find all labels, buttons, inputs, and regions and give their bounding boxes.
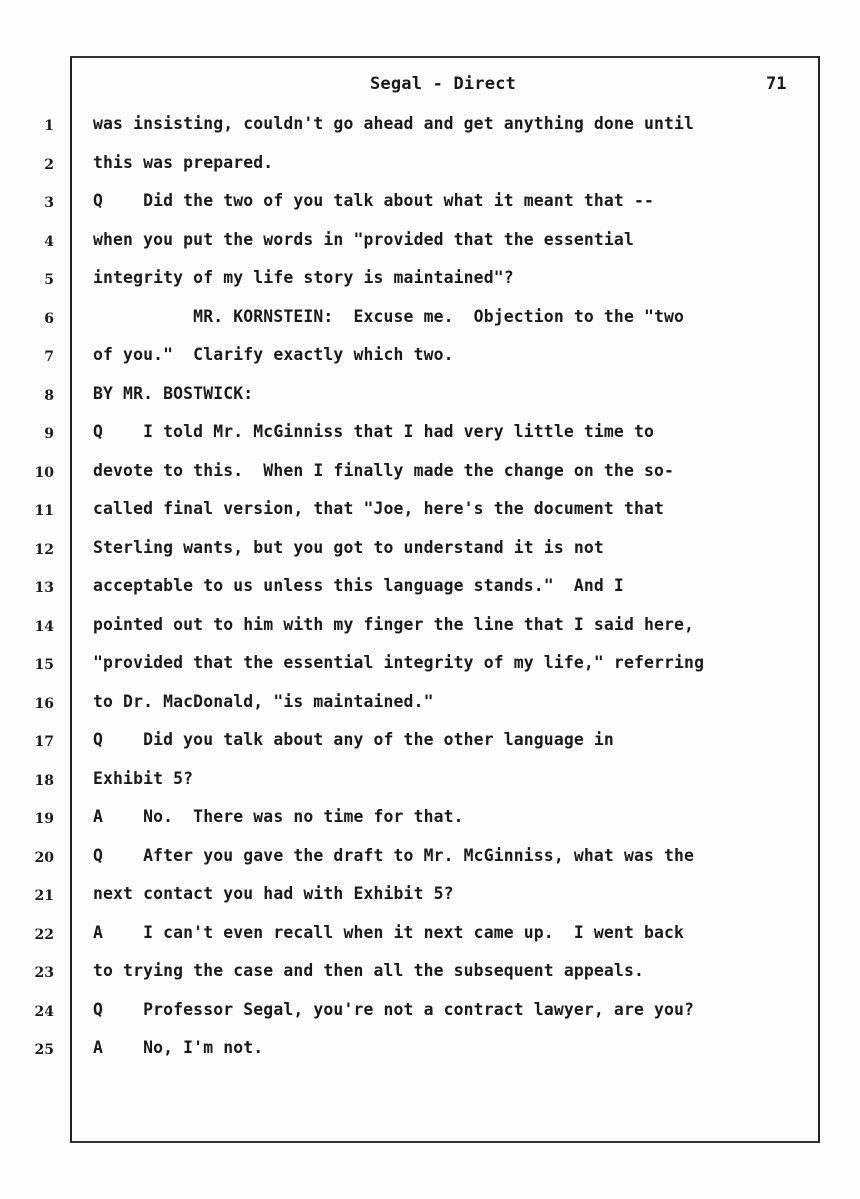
line-number: 18 xyxy=(34,772,54,789)
transcript-line xyxy=(0,807,860,837)
line-text: Q Did the two of you talk about what it meant that -- xyxy=(93,191,655,210)
transcript-line xyxy=(0,884,860,914)
line-text: A No, I'm not. xyxy=(93,1038,264,1057)
line-number: 16 xyxy=(34,695,54,712)
line-number: 2 xyxy=(44,156,54,173)
line-number: 5 xyxy=(44,272,54,288)
transcript-line xyxy=(0,846,860,876)
line-number: 7 xyxy=(44,349,54,365)
transcript-line xyxy=(0,114,860,144)
transcript-line xyxy=(0,1038,860,1068)
transcript-line xyxy=(0,461,860,491)
line-number: 6 xyxy=(44,310,54,327)
line-text: MR. KORNSTEIN: Excuse me. Objection to the "two xyxy=(93,306,685,326)
transcript-line xyxy=(0,576,860,606)
line-text: acceptable to us unless this language stands." And I xyxy=(93,576,624,595)
line-text: Exhibit 5? xyxy=(93,768,194,788)
transcript-line xyxy=(0,538,860,568)
line-number: 9 xyxy=(44,426,54,442)
line-text: pointed out to him with my finger the line that I said here, xyxy=(93,614,695,634)
transcript-line xyxy=(0,499,860,529)
line-number: 11 xyxy=(34,503,54,519)
line-number: 17 xyxy=(34,734,54,750)
line-number: 21 xyxy=(34,888,54,904)
transcript-line xyxy=(0,615,860,645)
line-number: 8 xyxy=(44,387,54,404)
line-text: was insisting, couldn't go ahead and get anything done until xyxy=(93,114,695,133)
transcript-line xyxy=(0,1000,860,1030)
line-text: called final version, that "Joe, here's the document that xyxy=(93,499,665,518)
transcript-line xyxy=(0,769,860,799)
line-number: 24 xyxy=(34,1003,54,1020)
line-number: 23 xyxy=(34,965,54,981)
transcript-line xyxy=(0,230,860,260)
line-text: "provided that the essential integrity of my life," referring xyxy=(93,653,705,672)
transcript-line xyxy=(0,730,860,760)
line-number: 4 xyxy=(44,233,54,250)
transcript-line xyxy=(0,153,860,183)
line-number: 15 xyxy=(34,657,54,673)
line-text: Q I told Mr. McGinniss that I had very little time to xyxy=(93,422,655,441)
line-text: when you put the words in "provided that the essential xyxy=(93,229,634,249)
transcript-line xyxy=(0,384,860,414)
line-number: 20 xyxy=(34,849,54,866)
line-number: 10 xyxy=(34,464,54,481)
transcript-line xyxy=(0,422,860,452)
line-text: BY MR. BOSTWICK: xyxy=(93,383,254,403)
line-text: this was prepared. xyxy=(93,152,274,172)
transcript-line xyxy=(0,268,860,298)
transcript-line xyxy=(0,961,860,991)
line-number: 14 xyxy=(34,618,54,635)
line-text: Q Did you talk about any of the other language in xyxy=(93,730,614,749)
line-text: Q After you gave the draft to Mr. McGinniss, what was the xyxy=(93,845,695,865)
line-number: 13 xyxy=(34,580,54,596)
line-number: 1 xyxy=(44,118,54,134)
line-number: 25 xyxy=(34,1042,54,1058)
line-text: of you." Clarify exactly which two. xyxy=(93,345,454,364)
transcript-line xyxy=(0,692,860,722)
line-text: Q Professor Segal, you're not a contract lawyer, are you? xyxy=(93,999,695,1019)
line-text: integrity of my life story is maintained"? xyxy=(93,268,514,287)
page-number: 71 xyxy=(766,74,787,94)
transcript-line xyxy=(0,191,860,221)
line-number: 22 xyxy=(34,926,54,943)
line-text: to trying the case and then all the subsequent appeals. xyxy=(93,961,644,980)
line-text: devote to this. When I finally made the change on the so- xyxy=(93,460,675,480)
line-text: Sterling wants, but you got to understand it is not xyxy=(93,537,604,557)
line-number: 3 xyxy=(44,195,54,211)
line-text: to Dr. MacDonald, "is maintained." xyxy=(93,691,434,711)
page-header xyxy=(0,74,860,98)
transcript-line xyxy=(0,923,860,953)
transcript-line xyxy=(0,653,860,683)
line-text: A I can't even recall when it next came up. I went back xyxy=(93,922,685,942)
page-title: Segal - Direct xyxy=(370,74,517,94)
line-text: next contact you had with Exhibit 5? xyxy=(93,884,454,903)
line-number: 19 xyxy=(34,811,54,827)
transcript-line xyxy=(0,307,860,337)
line-text: A No. There was no time for that. xyxy=(93,807,464,826)
line-number: 12 xyxy=(34,541,54,558)
transcript-line xyxy=(0,345,860,375)
